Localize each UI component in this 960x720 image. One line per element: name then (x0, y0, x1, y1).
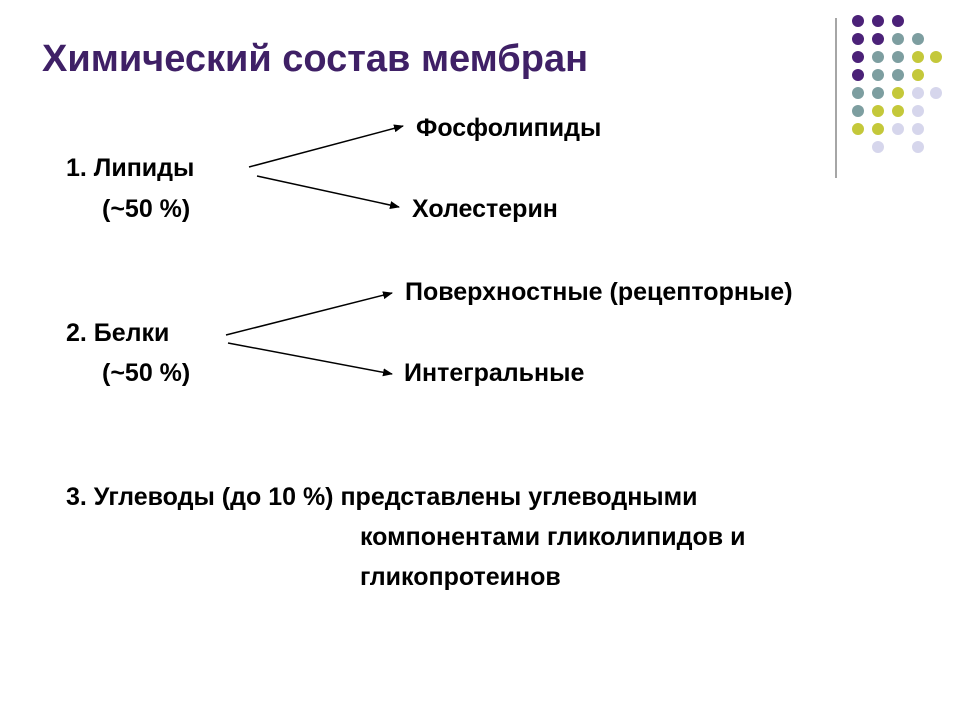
carbs-line-3: гликопротеинов (360, 563, 561, 591)
carbs-line-1: 3. Углеводы (до 10 %) представлены углеводными (66, 483, 698, 511)
proteins-percent: (~50 %) (102, 359, 191, 387)
surface-proteins-label: Поверхностные (рецепторные) (405, 278, 793, 306)
integral-proteins-label: Интегральные (404, 359, 585, 387)
cholesterol-label: Холестерин (412, 195, 558, 223)
arrow-proteins-to-surface (226, 293, 392, 335)
arrow-proteins-to-integral (228, 343, 392, 374)
lipids-heading: 1. Липиды (66, 154, 195, 182)
proteins-heading: 2. Белки (66, 319, 170, 347)
phospholipids-label: Фосфолипиды (416, 114, 602, 142)
slide-title: Химический состав мембран (42, 38, 589, 80)
lipids-percent: (~50 %) (102, 195, 191, 223)
arrow-lipids-to-phospholipids (249, 126, 403, 167)
arrow-lipids-to-cholesterol (257, 176, 399, 207)
carbs-line-2: компонентами гликолипидов и (360, 523, 746, 551)
